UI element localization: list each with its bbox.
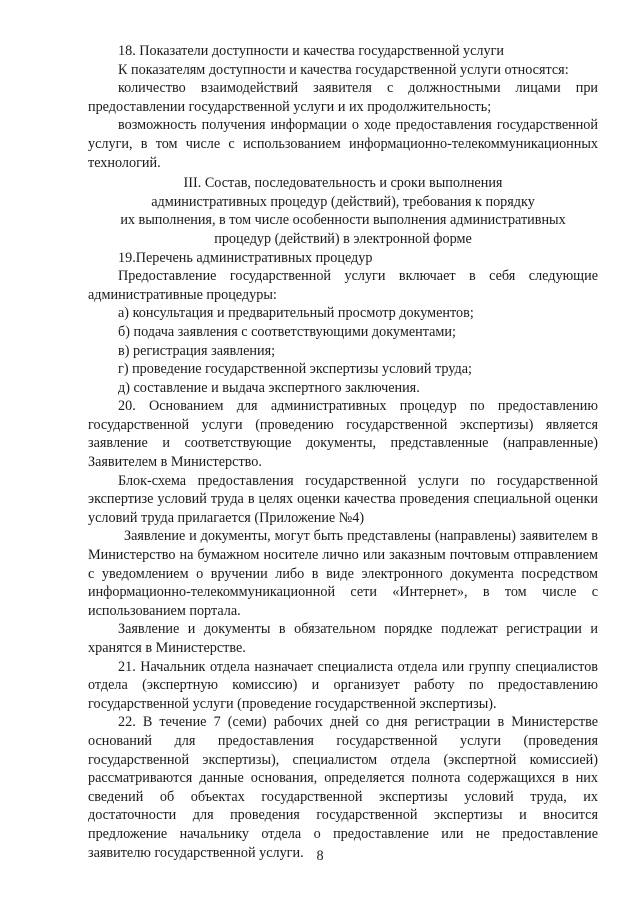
section-20-paragraph-2: Блок-схема предоставления государственной услуги по государственной экспертизе условий труда в целях оценки качества проведения специальной оценки условий труда прилагается (Приложение №4): [88, 472, 598, 526]
chapter-3-title-line-2: административных процедур (действий), требования к порядку: [151, 193, 535, 210]
section-22-paragraph: 22. В течение 7 (семи) рабочих дней со дня регистрации в Министерстве оснований для предоставления государственной услуги (проведения государственной экспертизы), специалистом отдела (экспертной комиссией) рассматриваются данные основания, определяется полнота содержащихся в них сведений об объектах государственной экспертизы условий труда, их достаточности для проведения государственной экспертизы и вносится предложение начальнику отдела о предоставление или не предоставление заявителю государственной услуги.: [88, 714, 598, 861]
section-18-heading: 18. Показатели доступности и качества государственной услуги: [118, 43, 505, 59]
document-page: [88, 42, 598, 862]
section-18-paragraph-2: количество взаимодействий заявителя с должностными лицами при предоставлении государственной услуги и их продолжительность;: [88, 80, 598, 115]
section-18-paragraph-1: К показателям доступности и качества государственной услуги относятся:: [118, 61, 569, 78]
section-19-item-b: б) подача заявления с соответствующими документами;: [118, 323, 456, 340]
chapter-3-title-line-3: их выполнения, в том числе особенности выполнения административных: [120, 212, 566, 229]
section-21-paragraph: 21. Начальник отдела назначает специалиста отдела или группу специалистов отдела (экспертную комиссию) и организует работу по предоставлению государственной услуги (проведение государственной экспертизы).: [88, 658, 598, 712]
page-number: 8: [316, 848, 324, 864]
section-19-intro: Предоставление государственной услуги включает в себя следующие административные процедуры:: [88, 268, 598, 303]
section-19-item-c: в) регистрация заявления;: [118, 342, 276, 359]
section-20-paragraph-3: Заявление и документы, могут быть представлены (направлены) заявителем в Министерство на бумажном носителе лично или заказным почтовым отправлением с уведомлением о вручении либо в виде электронного документа посредством информационно-телекоммуникационной сети «Интернет», в том числе с использованием портала.: [88, 528, 598, 619]
section-19-item-a: а) консультация и предварительный просмотр документов;: [118, 305, 474, 322]
section-20-paragraph-4: Заявление и документы в обязательном порядке подлежат регистрации и хранятся в Министерстве.: [88, 621, 598, 656]
section-19-heading: 19.Перечень административных процедур: [118, 249, 373, 266]
section-20-paragraph-1: 20. Основанием для административных процедур по предоставлению государственной услуги (проведению государственной экспертизы) является заявление и соответствующие документы, представленные (направленные) Заявителем в Министерство.: [88, 398, 598, 471]
chapter-3-title: [88, 174, 598, 248]
chapter-3-title-line-1: III. Состав, последовательность и сроки выполнения: [183, 175, 503, 192]
section-19-item-e: д) составление и выдача экспертного заключения.: [118, 379, 420, 396]
section-19-item-d: г) проведение государственной экспертизы условий труда;: [118, 361, 472, 378]
section-18-paragraph-3: возможность получения информации о ходе предоставления государственной услуги, в том числе с использованием информационно-телекоммуникационных технологий.: [88, 117, 598, 171]
chapter-3-title-line-4: процедур (действий) в электронной форме: [214, 230, 472, 247]
